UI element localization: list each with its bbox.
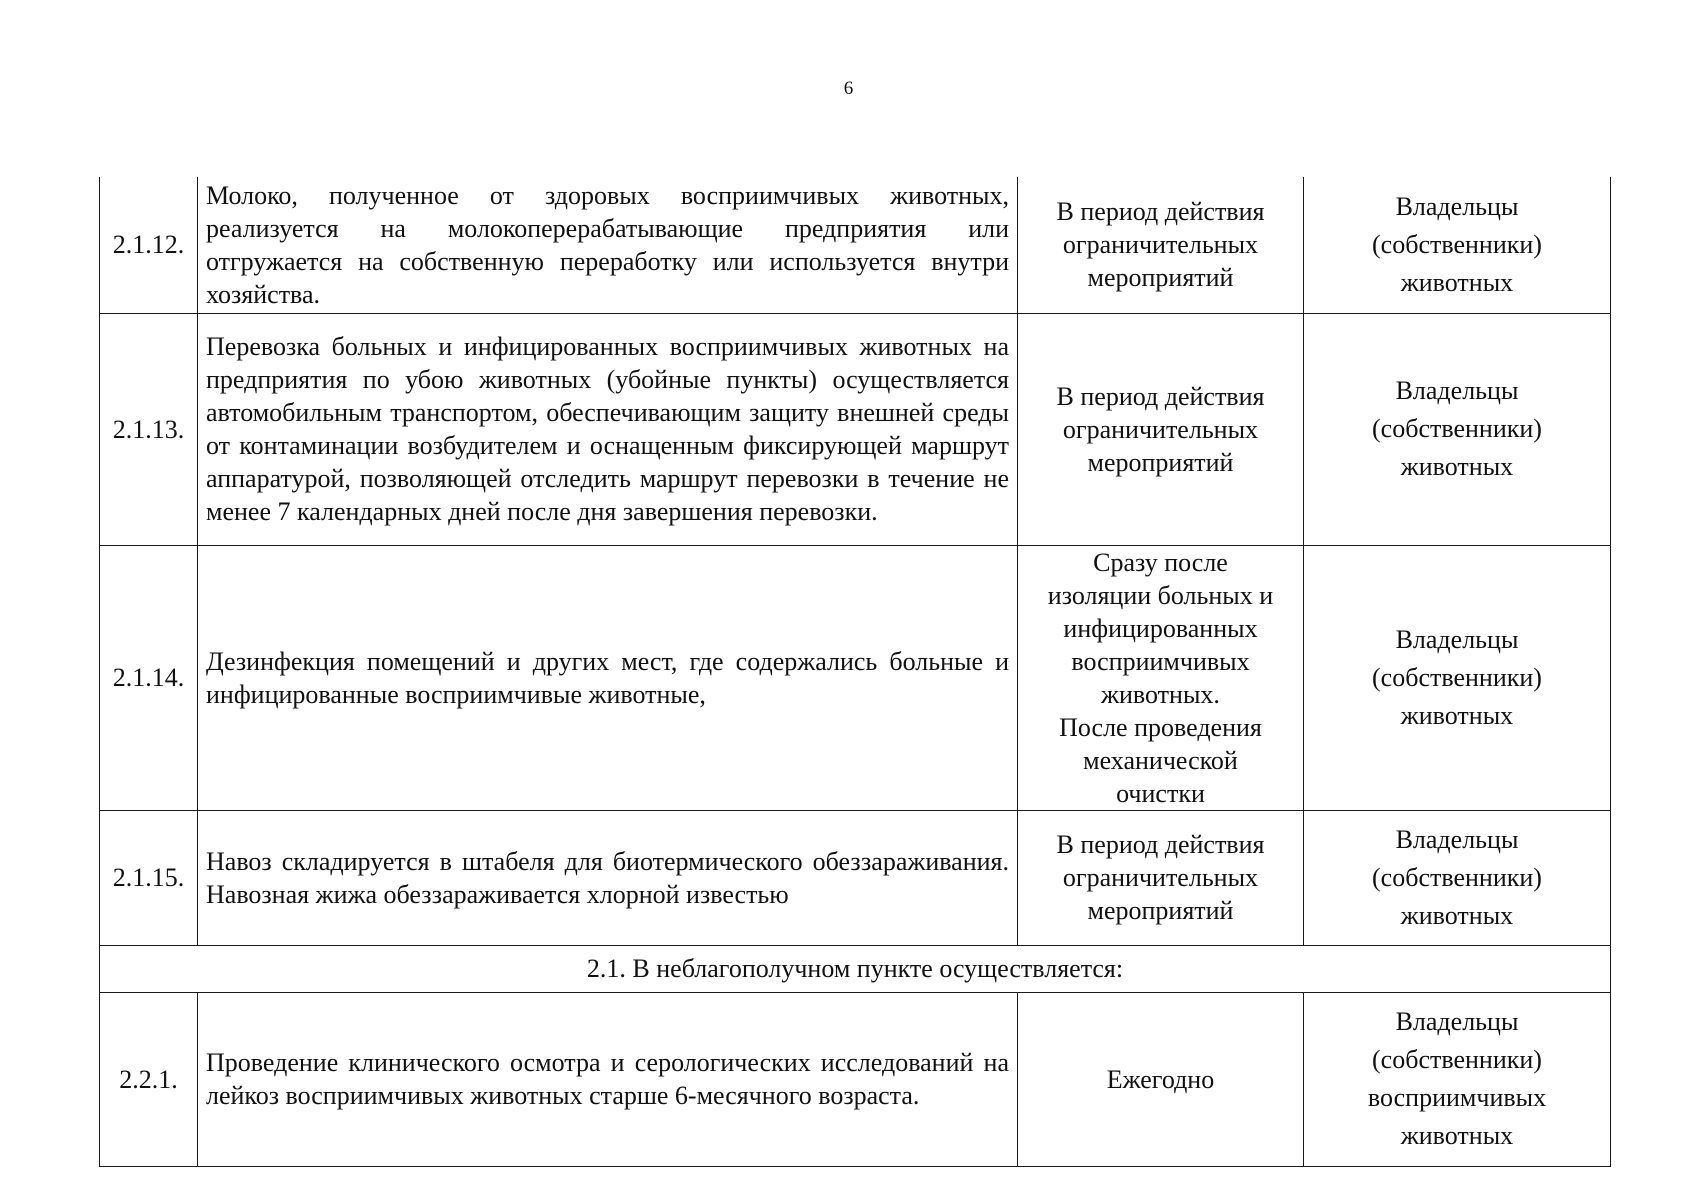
table-row [100, 992, 1611, 1166]
table-row [100, 545, 1611, 810]
item-term: В период действия ограничительных мероприятий [1018, 313, 1304, 545]
item-description: Навоз складируется в штабеля для биотермического обеззараживания. Навозная жижа обеззараживается хлорной известью [198, 810, 1018, 945]
item-term: Ежегодно [1018, 992, 1304, 1166]
item-responsible: Владельцы (собственники) животных [1304, 177, 1611, 313]
item-description: Дезинфекция помещений и других мест, где содержались больные и инфицированные восприимчивые животные, [198, 545, 1018, 810]
item-term: Сразу после изоляции больных и инфицированных восприимчивых животных. После проведения механической очистки [1018, 545, 1304, 810]
item-number: 2.1.12. [100, 177, 198, 313]
item-number: 2.2.1. [100, 992, 198, 1166]
item-description: Проведение клинического осмотра и серологических исследований на лейкоз восприимчивых животных старше 6-месячного возраста. [198, 992, 1018, 1166]
item-number: 2.1.14. [100, 545, 198, 810]
item-number: 2.1.13. [100, 313, 198, 545]
item-description: Молоко, полученное от здоровых восприимчивых животных, реализуется на молокоперерабатывающие предприятия или отгружается на собственную переработку или используется внутри хозяйства. [198, 177, 1018, 313]
table-row [100, 810, 1611, 945]
table-row [100, 313, 1611, 545]
page-number: 6 [843, 78, 854, 99]
item-term: В период действия ограничительных мероприятий [1018, 177, 1304, 313]
item-term: В период действия ограничительных мероприятий [1018, 810, 1304, 945]
section-header: 2.1. В неблагополучном пункте осуществляется: [100, 945, 1611, 992]
section-header-row [100, 945, 1611, 992]
item-responsible: Владельцы (собственники) восприимчивых животных [1304, 992, 1611, 1166]
item-responsible: Владельцы (собственники) животных [1304, 810, 1611, 945]
measures-table [99, 177, 1611, 1167]
item-responsible: Владельцы (собственники) животных [1304, 545, 1611, 810]
item-description: Перевозка больных и инфицированных восприимчивых животных на предприятия по убою животных (убойные пункты) осуществляется автомобильным транспортом, обеспечивающим защиту внешней среды от контаминации возбудителем и оснащенным фиксирующей маршрут аппаратурой, позволяющей отследить маршрут перевозки в течение не менее 7 календарных дней после дня завершения перевозки. [198, 313, 1018, 545]
item-number: 2.1.15. [100, 810, 198, 945]
table-row [100, 177, 1611, 313]
item-responsible: Владельцы (собственники) животных [1304, 313, 1611, 545]
